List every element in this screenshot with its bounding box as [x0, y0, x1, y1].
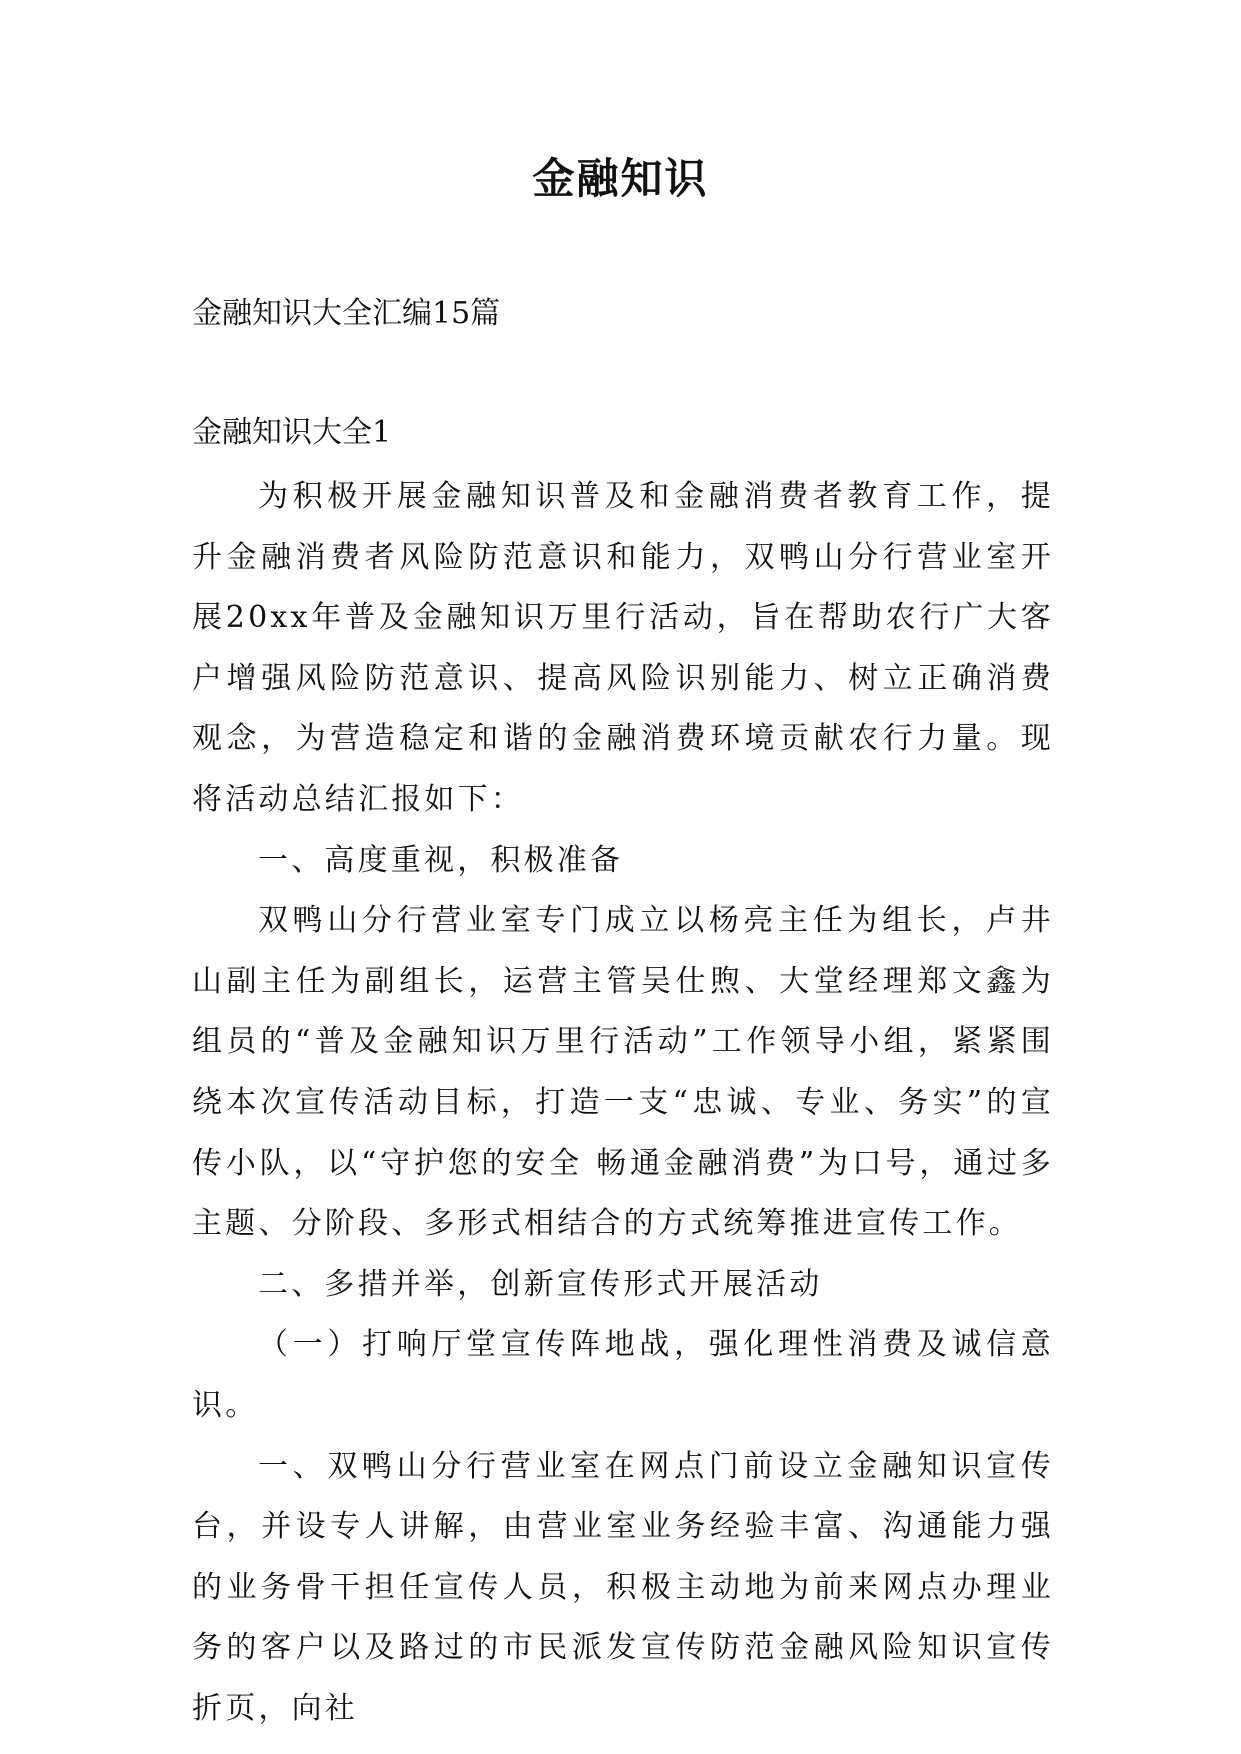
paragraph-leadership: 双鸭山分行营业室专门成立以杨亮主任为组长，卢井山副主任为副组长，运营主管吴仕煦、大堂经理郑文鑫为组员的“普及金融知识万里行活动”工作领导小组，紧紧围绕本次宣传活动目标，打造一支“忠诚、专业、务实”的宣传小队，以“守护您的安全 畅通金融消费”为口号，通过多主题、分阶段、多形式相结合的方式统筹推进宣传工作。 — [192, 903, 1054, 1242]
section-heading: 金融知识大全1 — [192, 415, 392, 450]
document-title: 金融知识 — [532, 154, 709, 203]
paragraph-subheading-1: （一）打响厅堂宣传阵地战，强化理性消费及诚信意识。 — [192, 1327, 1054, 1423]
body-text — [192, 467, 1054, 1739]
paragraph-heading-1: 一、高度重视，积极准备 — [258, 842, 624, 878]
document-subtitle: 金融知识大全汇编15篇 — [192, 296, 501, 331]
paragraph-heading-2: 二、多措并举，创新宣传形式开展活动 — [258, 1266, 823, 1302]
paragraph-intro: 为积极开展金融知识普及和金融消费者教育工作，提升金融消费者风险防范意识和能力，双鸭山分行营业室开展20xx年普及金融知识万里行活动，旨在帮助农行广大客户增强风险防范意识、提高风险识别能力、树立正确消费观念，为营造稳定和谐的金融消费环境贡献农行力量。现将活动总结汇报如下： — [192, 479, 1054, 817]
paragraph-activity: 一、双鸭山分行营业室在网点门前设立金融知识宣传台，并设专人讲解，由营业室业务经验丰富、沟通能力强的业务骨干担任宣传人员，积极主动地为前来网点办理业务的客户以及路过的市民派发宣传防范金融风险知识宣传折页，向社 — [192, 1448, 1054, 1726]
